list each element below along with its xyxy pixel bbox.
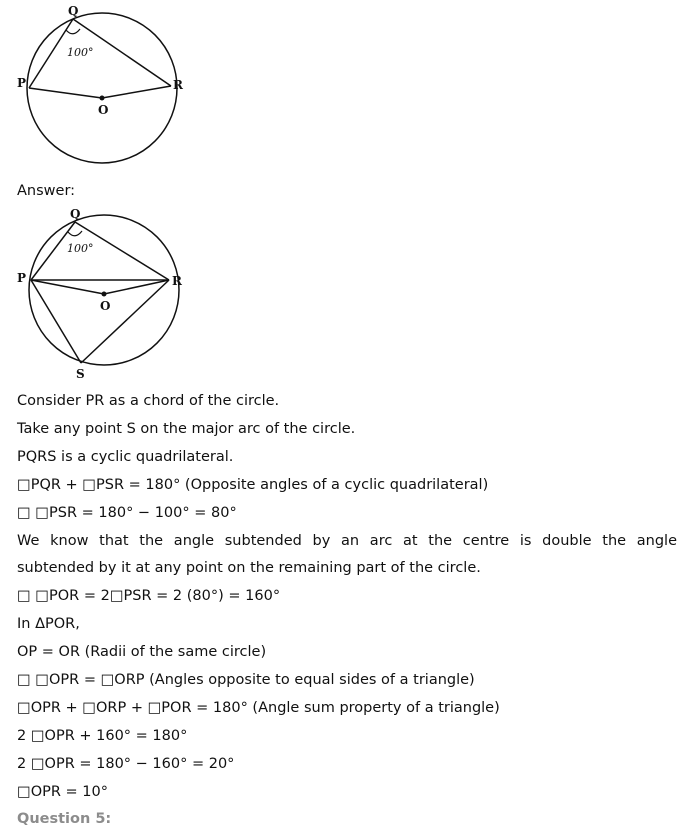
label-o: O [100,299,111,313]
label-q: Q [68,4,79,18]
solution-line: OP = OR (Radii of the same circle) [17,644,267,660]
angle-label: 100° [67,242,94,255]
solution-line: subtended by it at any point on the remaining part of the circle. [17,560,481,576]
solution-line-justified: We know that the angle subtended by an arc at the centre is double the angle [17,533,677,549]
radius-op [29,88,102,98]
angle-arc-q [66,29,80,34]
circle-diagram [12,4,192,168]
angle-arc-q [68,231,82,236]
chord-ps [31,280,81,363]
solution-line: Take any point S on the major arc of the circle. [17,421,356,437]
solution-line: □PQR + □PSR = 180° (Opposite angles of a cyclic quadrilateral) [17,477,489,493]
radius-op [31,280,104,294]
answer-label: Answer: [17,183,76,199]
solution-line: □ □PSR = 180° − 100° = 80° [17,505,237,521]
label-r: R [173,78,183,92]
solution-line: PQRS is a cyclic quadrilateral. [17,449,234,465]
next-question-heading: Question 5: [17,811,112,827]
solution-line: Consider PR as a chord of the circle. [17,393,280,409]
solution-line: □ □OPR = □ORP (Angles opposite to equal sides of a triangle) [17,672,475,688]
solution-line: □OPR = 10° [17,784,109,800]
solution-line: 2 □OPR + 160° = 180° [17,728,188,744]
angle-label: 100° [67,46,94,59]
center-dot [100,96,105,101]
radius-or [104,280,169,294]
center-dot [102,292,107,297]
label-r: R [172,274,182,288]
solution-line: In ΔPOR, [17,616,80,632]
label-o: O [98,103,109,117]
circle-outline [27,13,177,163]
label-q: Q [70,207,81,221]
circle-outline [29,215,179,365]
circle-diagram-quadrilateral [12,208,192,383]
solution-line: 2 □OPR = 180° − 160° = 20° [17,756,235,772]
label-p: P [17,271,27,285]
solution-line: □OPR + □ORP + □POR = 180° (Angle sum property of a triangle) [17,700,500,716]
solution-line: □ □POR = 2□PSR = 2 (80°) = 160° [17,588,281,604]
radius-or [102,86,171,98]
label-s: S [76,367,85,381]
figure-circle-pqrs [12,208,192,383]
figure-circle-pqr [12,4,192,168]
label-p: P [17,76,27,90]
